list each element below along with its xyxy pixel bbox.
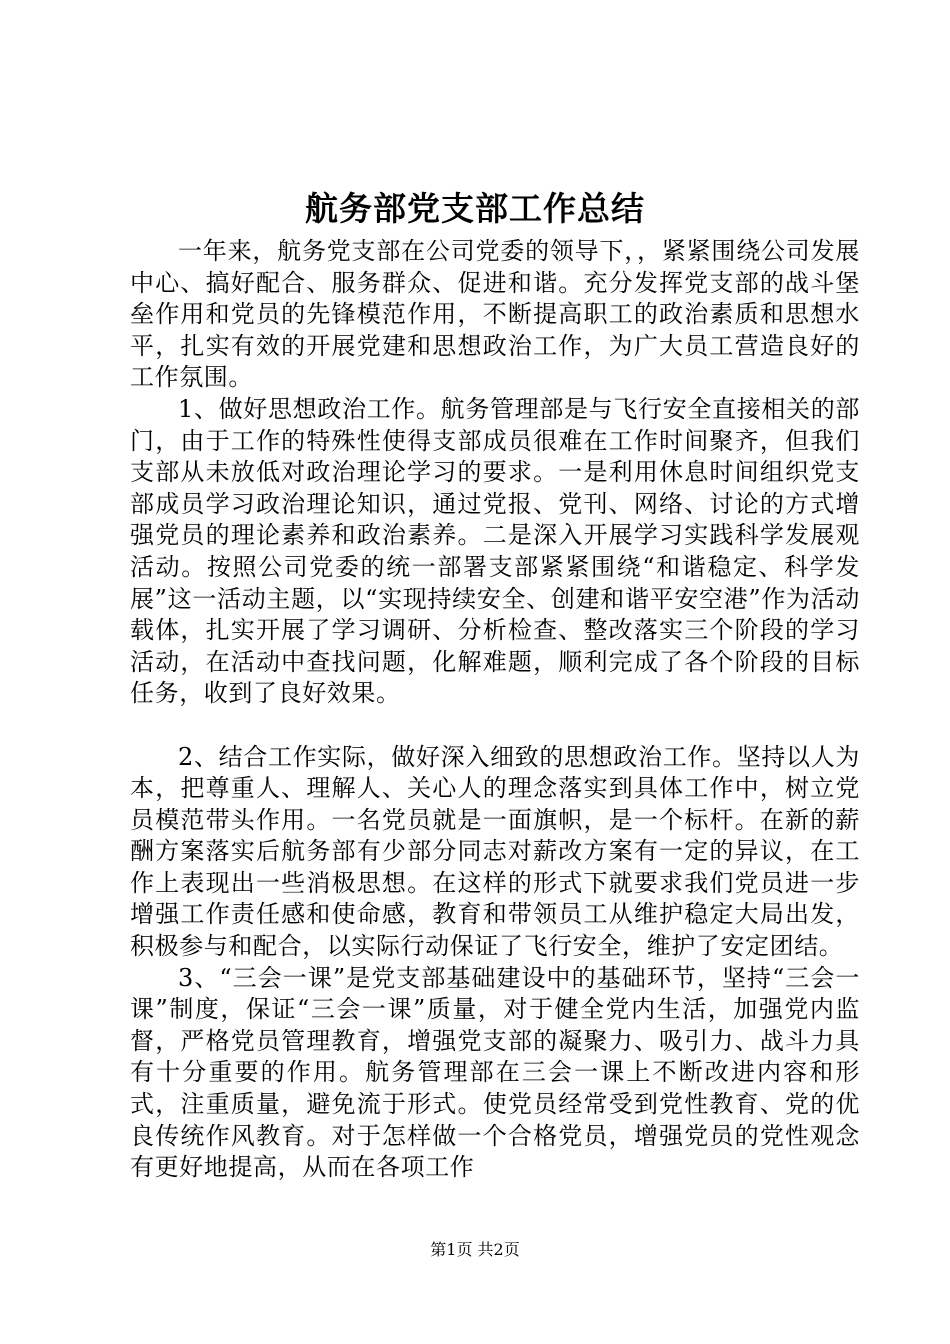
- document-body: [130, 236, 860, 1184]
- page-number-footer: 第1页 共2页: [430, 1240, 520, 1259]
- paragraph-intro: 一年来，航务党支部在公司党委的领导下，，紧紧围绕公司发展中心、搞好配合、服务群众、促进和谐。充分发挥党支部的战斗堡垒作用和党员的先锋模范作用，不断提高职工的政治素质和思想水平，扎实有效的开展党建和思想政治工作，为广大员工营造良好的工作氛围。: [130, 237, 860, 392]
- paragraph-item-2: 2、结合工作实际，做好深入细致的思想政治工作。坚持以人为本，把尊重人、理解人、关心人的理念落实到具体工作中，树立党员模范带头作用。一名党员就是一面旗帜，是一个标杆。在新的薪酬方案落实后航务部有少部分同志对薪改方案有一定的异议，在工作上表现出一些消极思想。在这样的形式下就要求我们党员进一步增强工作责任感和使命感，教育和带领员工从维护稳定大局出发，积极参与和配合，以实际行动保证了飞行安全，维护了安定团结。: [130, 742, 860, 961]
- paragraph-item-1: 1、做好思想政治工作。航务管理部是与飞行安全直接相关的部门，由于工作的特殊性使得支部成员很难在工作时间聚齐，但我们支部从未放低对政治理论学习的要求。一是利用休息时间组织党支部成员学习政治理论知识，通过党报、党刊、网络、讨论的方式增强党员的理论素养和政治素养。二是深入开展学习实践科学发展观活动。按照公司党委的统一部署支部紧紧围绕“和谐稳定、科学发展”这一活动主题，以“实现持续安全、创建和谐平安空港”作为活动载体，扎实开展了学习调研、分析检查、整改落实三个阶段的学习活动，在活动中查找问题，化解难题，顺利完成了各个阶段的目标任务，收到了良好效果。: [130, 394, 860, 708]
- document-title: 航务部党支部工作总结: [305, 189, 645, 228]
- paragraph-item-3: 3、“三会一课”是党支部基础建设中的基础环节，坚持“三会一课”制度，保证“三会一课”质量，对于健全党内生活，加强党内监督，严格党员管理教育，增强党支部的凝聚力、吸引力、战斗力具有十分重要的作用。航务管理部在三会一课上不断改进内容和形式，注重质量，避免流于形式。使党员经常受到党性教育、党的优良传统作风教育。对于怎样做一个合格党员，增强党员的党性观念有更好地提高，从而在各项工作: [130, 963, 860, 1182]
